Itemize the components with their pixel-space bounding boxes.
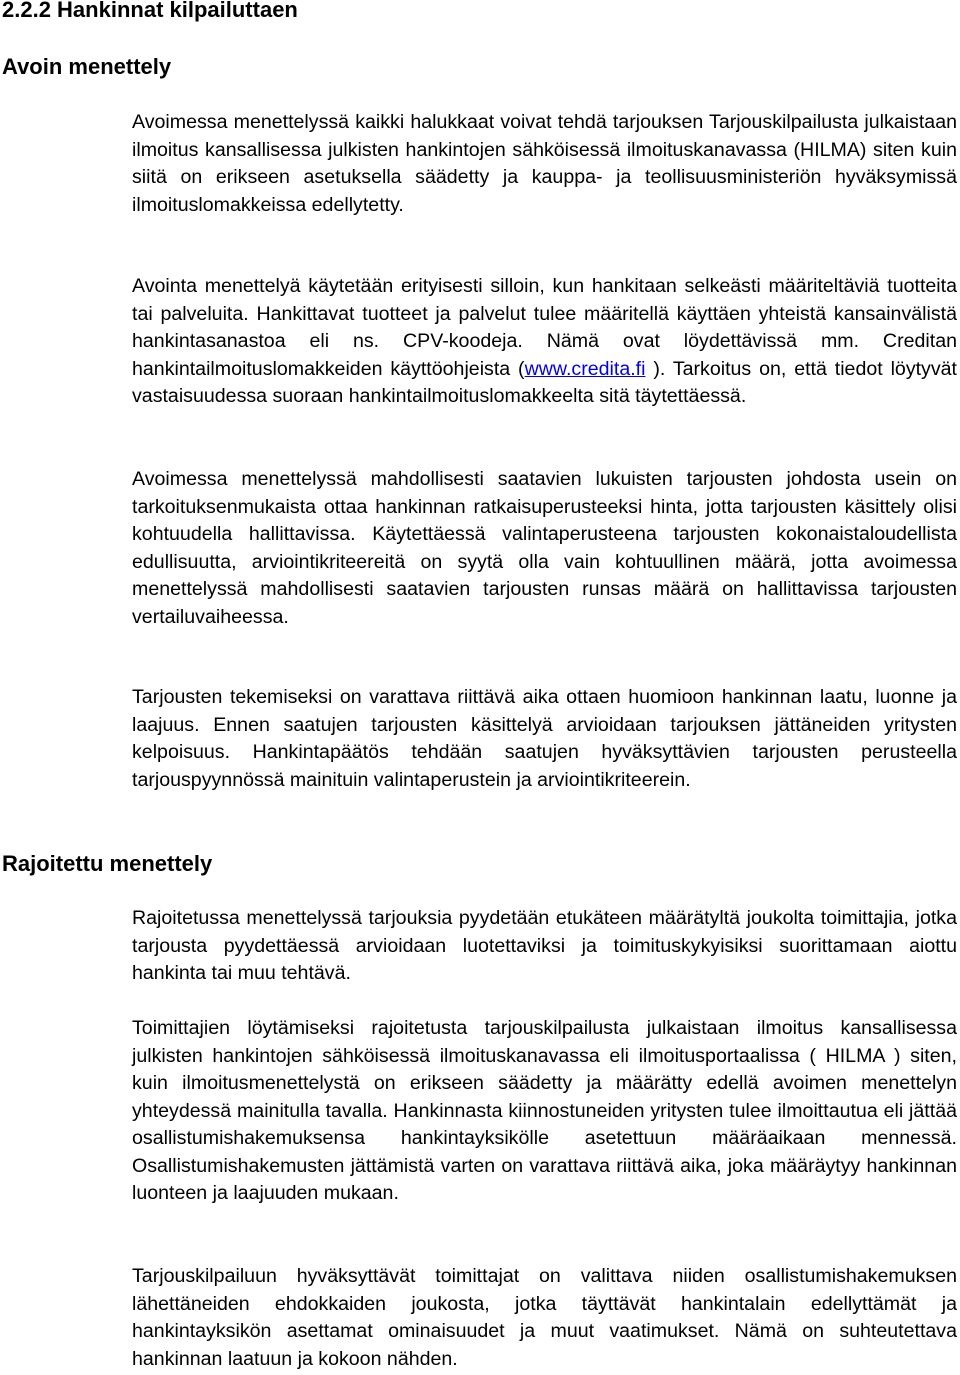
heading-avoin-menettely: Avoin menettely bbox=[2, 54, 172, 79]
heading-rajoitettu-menettely: Rajoitettu menettely bbox=[2, 851, 213, 876]
section-title: 2.2.2 Hankinnat kilpailuttaen bbox=[2, 0, 298, 22]
credita-link[interactable]: www.credita.fi bbox=[524, 357, 646, 380]
paragraph-text: ). Tarkoitus on, että tiedot löytyvät vastaisuudessa suoraan hankintailmoituslomakkeelta sitä täytettäessä. bbox=[132, 357, 957, 407]
paragraph-avoin-usage bbox=[132, 273, 957, 411]
paragraph-avoin-criteria: Avoimessa menettelyssä mahdollisesti saatavien lukuisten tarjousten johdosta usein on tarkoituksenmukaista ottaa hankinnan ratkaisuperusteeksi hinta, jotta tarjousten käsittely olisi kohtuudella hallittavissa. Käytettäessä valintaperusteena tarjousten kokonaistaloudellista edullisuutta, arviointikriteereitä on syytä olla vain kohtuullinen määrä, jotta avoimessa menettelyssä mahdollisesti saatavien tarjousten runsas määrä on hallittavissa tarjousten vertailuvaiheessa. bbox=[132, 468, 957, 628]
paragraph-rajoitettu-selection: Tarjouskilpailuun hyväksyttävät toimittajat on valittava niiden osallistumishakemuksen lähettäneiden ehdokkaiden joukosta, jotka täyttävät hankintalain edellyttämät ja hankintayksikön asettamat ominaisuudet ja muut vaatimukset. Nämä on suhteutettava hankinnan laatuun ja kokoon nähden. bbox=[132, 1265, 957, 1370]
paragraph-text: Avointa menettelyä käytetään erityisesti silloin, kun hankitaan selkeästi määriteltäviä tuotteita tai palveluita. Hankittavat tuotteet ja palvelut tulee määritellä käyttäen yhteistä kansainvälistä hankintasanastoa eli ns. CPV-koodeja. Nämä ovat löydettävissä mm. Creditan hankintailmoituslomakkeiden käyttöohjeista ( bbox=[132, 275, 957, 380]
paragraph-avoin-timing: Tarjousten tekemiseksi on varattava riittävä aika ottaen huomioon hankinnan laatu, luonne ja laajuus. Ennen saatujen tarjousten käsittelyä arvioidaan tarjouksen jättäneiden yritysten kelpoisuus. Hankintapäätös tehdään saatujen hyväksyttävien tarjousten perusteella tarjouspyynnössä mainituin valintaperustein ja arviointikriteerein. bbox=[132, 686, 957, 791]
paragraph-rajoitettu-intro: Rajoitetussa menettelyssä tarjouksia pyydetään etukäteen määrätyltä joukolta toimittajia, jotka tarjousta pyydettäessä arvioidaan luotettaviksi ja toimituskykyisiksi suorittamaan aiottu hankinta tai muu tehtävä. bbox=[132, 907, 957, 984]
paragraph-rajoitettu-notice: Toimittajien löytämiseksi rajoitetusta tarjouskilpailusta julkaistaan ilmoitus kansallisessa julkisten hankintojen sähköisessä ilmoituskanavassa eli ilmoitusportaalissa ( HILMA ) siten, kuin ilmoitusmenettelystä on erikseen säädetty ja määrätty edellä avoimen menettelyn yhteydessä mainitulla tavalla. Hankinnasta kiinnostuneiden yritysten tulee ilmoittautua eli jättää osallistumishakemuksensa hankintayksikölle asetettuun määräaikaan mennessä. Osallistumishakemusten jättämistä varten on varattava riittävä aika, joka määräytyy hankinnan luonteen ja laajuuden mukaan. bbox=[132, 1017, 957, 1204]
paragraph-avoin-intro: Avoimessa menettelyssä kaikki halukkaat voivat tehdä tarjouksen Tarjouskilpailusta julkaistaan ilmoitus kansallisessa julkisten hankintojen sähköisessä ilmoituskanavassa (HILMA) siten kuin siitä on erikseen asetuksella säädetty ja kauppa- ja teollisuusministeriön hyväksymissä ilmoituslomakkeissa edellytetty. bbox=[132, 111, 957, 216]
